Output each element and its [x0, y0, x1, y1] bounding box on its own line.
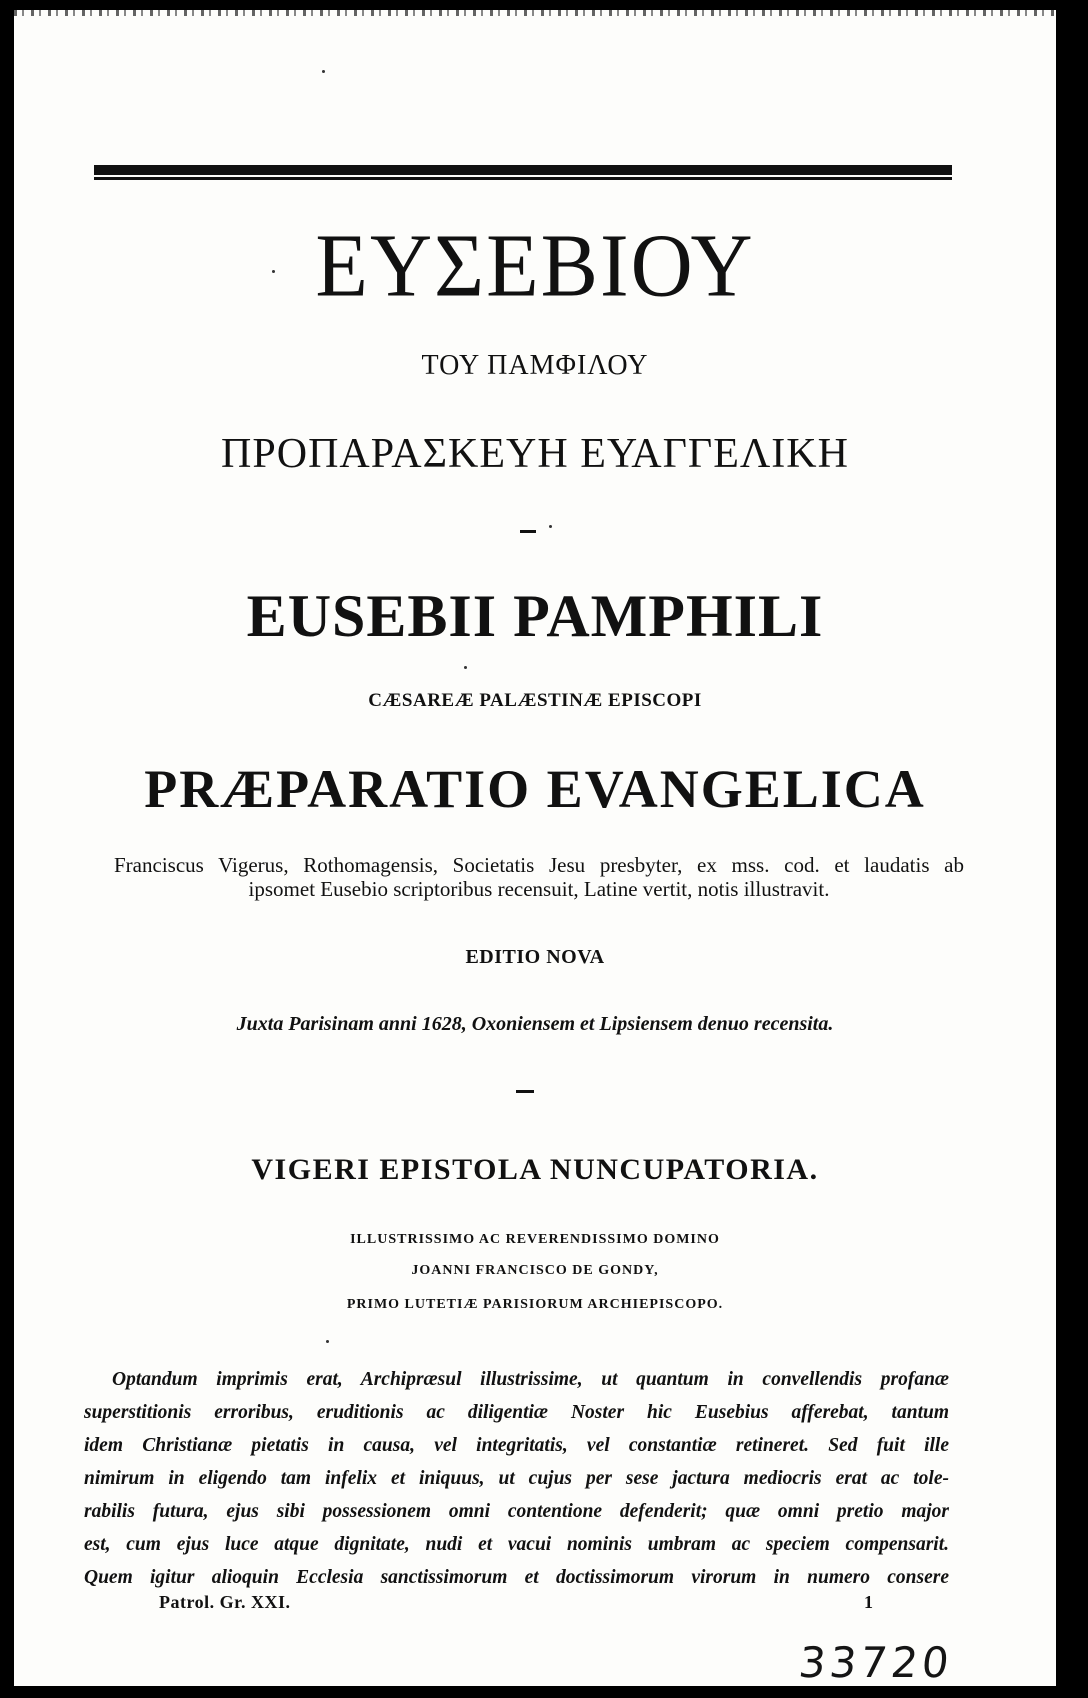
scan-speck [322, 70, 325, 73]
body-line: rabilis futura, ejus sibi possessionem omni contentione defenderit; quæ omni pretio major [84, 1501, 949, 1522]
body-line: idem Christianæ pietatis in causa, vel integritatis, vel constantiæ retineret. Sed fuit ille [84, 1435, 949, 1456]
recension-note: Juxta Parisinam anni 1628, Oxoniensem et Lipsiensem denuo recensita. [236, 1013, 834, 1035]
dedication-line-1: ILLUSTRISSIMO AC REVERENDISSIMO DOMINO [350, 1232, 720, 1247]
scan-edge-noise [14, 10, 1056, 16]
scan-speck [326, 1340, 329, 1343]
greek-work-title: ΠΡΟΠΑΡΑΣΚΕΥΗ ΕΥΑΓΓΕΛΙΚΗ [221, 431, 849, 477]
edition-label: EDITIO NOVA [465, 946, 605, 968]
scan-speck [272, 270, 275, 273]
epistola-heading: VIGERI EPISTOLA NUNCUPATORIA. [251, 1153, 819, 1186]
editor-credit [114, 853, 964, 901]
latin-see-subtitle: CÆSAREÆ PALÆSTINÆ EPISCOPI [368, 690, 702, 711]
separator-dash-2 [516, 1090, 534, 1093]
latin-author-title: EUSEBII PAMPHILI [246, 583, 824, 649]
page-number: 1 [864, 1592, 873, 1612]
epistola-body [84, 1363, 949, 1594]
document-page [14, 10, 1056, 1686]
scan-speck [549, 525, 552, 528]
body-line: nimirum in eligendo tam infelix et iniquus, ut cujus per sese jactura mediocris erat ac tole- [84, 1468, 949, 1489]
greek-author-title: ΕΥΣΕΒΙΟΥ [315, 214, 755, 316]
scan-speck [464, 666, 467, 669]
dedication-line-2: JOANNI FRANCISCO DE GONDY, [411, 1263, 659, 1278]
credit-line-1: Franciscus Vigerus, Rothomagensis, Societatis Jesu presbyter, ex mss. cod. et laudatis ab [114, 853, 964, 877]
separator-dash-1 [520, 530, 536, 533]
body-line: superstitionis erroribus, eruditionis ac diligentiæ Noster hic Eusebius afferebat, tantum [84, 1402, 949, 1423]
top-double-rule [94, 165, 952, 177]
greek-patronym: ΤΟΥ ΠΑΜΦΙΛΟΥ [421, 350, 649, 381]
handwritten-accession-number: 33720 [796, 1638, 956, 1687]
credit-line-2: ipsomet Eusebio scriptoribus recensuit, Latine vertit, notis illustravit. [248, 877, 830, 901]
body-line: Optandum imprimis erat, Archipræsul illustrissime, ut quantum in convellendis profanæ [112, 1369, 949, 1390]
series-signature: Patrol. Gr. XXI. [159, 1592, 291, 1612]
body-line: Quem igitur alioquin Ecclesia sanctissimorum et doctissimorum virorum in numero consere [84, 1567, 949, 1588]
latin-work-title: PRÆPARATIO EVANGELICA [144, 759, 926, 819]
body-line: est, cum ejus luce atque dignitate, nudi et vacui nominis umbram ac speciem compensarit. [84, 1534, 949, 1555]
dedication-line-3: PRIMO LUTETIÆ PARISIORUM ARCHIEPISCOPO. [346, 1297, 724, 1312]
